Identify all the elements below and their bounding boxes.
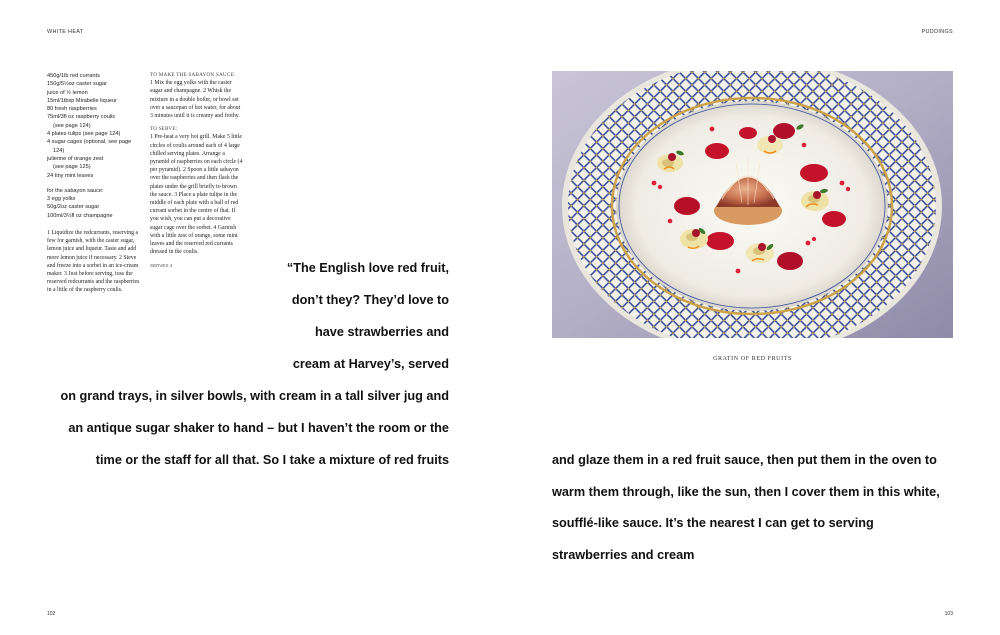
page-number-left: 102 <box>47 611 56 617</box>
ingredient-line: 24 tiny mint leaves <box>47 172 94 179</box>
photo-caption: GRATIN OF RED FRUITS <box>713 356 792 362</box>
sabayon-heading: TO MAKE THE SABAYON SAUCE: <box>150 72 236 78</box>
ingredient-line: 450g/1lb red currants <box>47 73 100 79</box>
ingredient-line: 124) <box>53 147 65 154</box>
quote-line: and glaze them in a red fruit sauce, then put them in the oven to <box>552 453 937 467</box>
quote-line: on grand trays, in silver bowls, with cream in a tall silver jug and <box>60 389 449 403</box>
quote-line: “The English love red fruit, <box>286 261 449 275</box>
ingredients-list <box>47 72 145 220</box>
ingredient-line: 100ml/3½fl oz champagne <box>47 212 113 219</box>
ingredient-line: 50g/2oz caster sugar <box>47 204 100 211</box>
dessert-photo <box>552 71 953 338</box>
ingredient-line: 3 egg yolks <box>47 196 76 203</box>
quote-line: strawberries and cream <box>552 548 695 562</box>
quote-line: warm them through, like the sun, then I cover them in this white, <box>552 485 940 499</box>
ingredient-line: julienne of orange zest <box>47 155 104 162</box>
quote-line: time or the staff for all that. So I take a mixture of red fruits <box>95 453 449 467</box>
ingredient-line: (see page 125) <box>53 164 91 171</box>
quote-line: cream at Harvey’s, served <box>292 357 449 371</box>
serves-note: SERVES 4 <box>150 263 173 269</box>
sabayon-steps: 1 Mix the egg yolks with the caster sugar and champagne. 2 Whisk the mixture in a double boiler, or bowl set over a saucepan of hot water, for about 3 minutes until it is creamy and frothy. <box>150 80 241 120</box>
ingredient-line: 15ml/1tbsp Mirabelle liqueur <box>47 97 117 104</box>
quote-line: don’t they? They’d love to <box>291 293 449 307</box>
method-text: 1 Liquidize the redcurrants, reserving a few for garnish, with the caster sugar, lemon juice and liqueur. Taste and add more lemon juice if necessary. 2 Sieve and freeze into a sorbet in an ice-cream maker. 3 Just before serving, toss the reserved redcurrants and the raspberries in a little of the raspberry coulis. <box>47 230 140 294</box>
quote-line: have strawberries and <box>315 325 449 339</box>
quote-line: an antique sugar shaker to hand – but I haven’t the room or the <box>68 421 449 435</box>
ingredient-line: (see page 124) <box>53 122 91 129</box>
ingredient-line: 4 sugar cages (optional, see page <box>47 139 132 146</box>
quote-line: soufflé-like sauce. It’s the nearest I can get to serving <box>552 516 874 530</box>
serve-steps: 1 Pre-heat a very hot grill. Make 5 little circles of coulis around each of 4 large chilled serving plates. Arrange a pyramid of raspberries on each circle (4 per pyramid). 2 Spoon a little sabayon over the raspberries and then flash the plates under the grill briefly to brown the sauce. 3 Place a plate tulipe in the middle of each plate with a ball of red currant sorbet in the centre of that. If you wish, you can put a decorative sugar cage over the sorbet. 4 Garnish with a little zest of orange, some mint leaves and the reserved red currants dressed in the coulis. <box>150 134 243 256</box>
running-head-left: WHITE HEAT <box>47 29 84 35</box>
ingredient-line: 4 plates tulips (see page 124) <box>47 131 121 138</box>
sauce-and-serving-column <box>150 71 244 271</box>
ingredient-line: 75ml/3fl oz raspberry coulis <box>47 114 116 121</box>
ingredient-line: 80 fresh raspberries <box>47 106 97 113</box>
ingredient-gap <box>47 180 145 187</box>
ingredient-line: for the sabayon sauce: <box>47 187 104 194</box>
page-number-right: 103 <box>944 611 953 617</box>
ingredient-line: juice of ½ lemon <box>47 89 88 96</box>
running-head-right: PUDDINGS <box>921 29 953 35</box>
serve-heading: TO SERVE: <box>150 126 178 133</box>
ingredient-line: 150g/5½oz caster sugar <box>47 81 108 88</box>
